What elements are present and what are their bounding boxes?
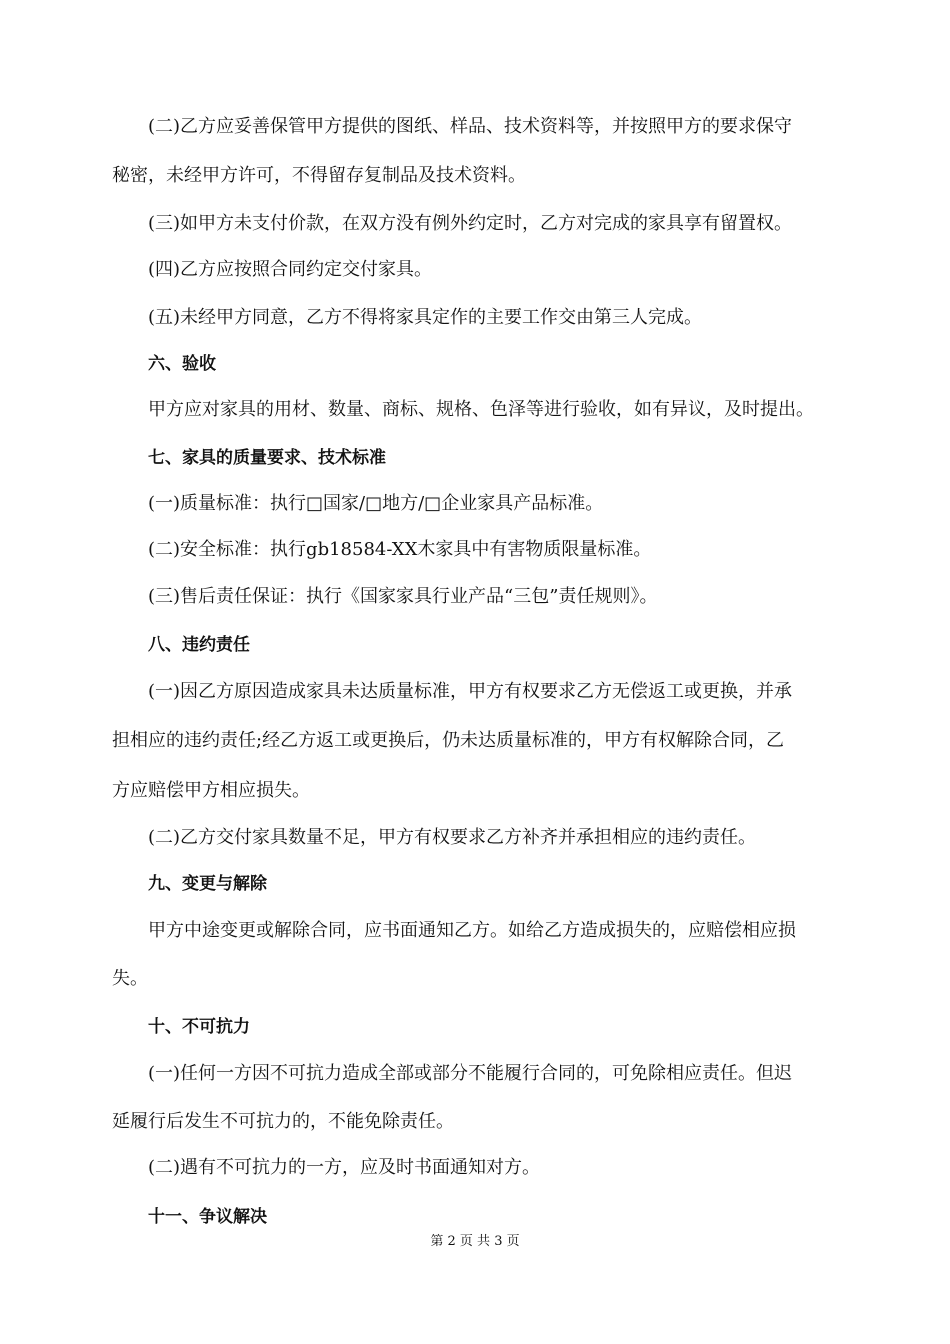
paragraph-line: 甲方中途变更或解除合同，应书面通知乙方。如给乙方造成损失的，应赔偿相应损 — [148, 920, 796, 941]
section-heading: 八、违约责任 — [148, 635, 250, 655]
section-heading: 十一、争议解决 — [148, 1207, 267, 1227]
paragraph-line: 延履行后发生不可抗力的，不能免除责任。 — [112, 1111, 454, 1132]
paragraph-line: (二)乙方应妥善保管甲方提供的图纸、样品、技术资料等，并按照甲方的要求保守 — [148, 116, 793, 137]
page-footer: 第 2 页 共 3 页 — [430, 1234, 520, 1249]
section-heading: 六、验收 — [148, 354, 216, 374]
section-heading: 十、不可抗力 — [148, 1017, 250, 1037]
paragraph-line: (三)售后责任保证：执行《国家家具行业产品“三包”责任规则》。 — [148, 586, 658, 607]
paragraph-line: 秘密，未经甲方许可，不得留存复制品及技术资料。 — [112, 165, 526, 186]
paragraph-line: (四)乙方应按照合同约定交付家具。 — [148, 259, 433, 280]
paragraph-line: (一)质量标准：执行□国家/□地方/□企业家具产品标准。 — [148, 493, 604, 514]
paragraph-line: (二)乙方交付家具数量不足，甲方有权要求乙方补齐并承担相应的违约责任。 — [148, 827, 757, 848]
paragraph-line: (一)因乙方原因造成家具未达质量标准，甲方有权要求乙方无偿返工或更换，并承 — [148, 681, 793, 702]
paragraph-line: (三)如甲方未支付价款，在双方没有例外约定时，乙方对完成的家具享有留置权。 — [148, 213, 793, 234]
paragraph-line: (二)遇有不可抗力的一方，应及时书面通知对方。 — [148, 1157, 541, 1178]
section-heading: 七、家具的质量要求、技术标准 — [148, 448, 386, 468]
paragraph-line: (二)安全标准：执行gb18584-XX木家具中有害物质限量标准。 — [148, 539, 652, 560]
paragraph-line: (五)未经甲方同意，乙方不得将家具定作的主要工作交由第三人完成。 — [148, 307, 703, 328]
paragraph-line: 担相应的违约责任;经乙方返工或更换后，仍未达质量标准的，甲方有权解除合同，乙 — [112, 730, 785, 751]
paragraph-line: 方应赔偿甲方相应损失。 — [112, 780, 310, 801]
paragraph-line: 失。 — [112, 968, 148, 989]
paragraph-line: 甲方应对家具的用材、数量、商标、规格、色泽等进行验收，如有异议，及时提出。 — [148, 399, 814, 420]
paragraph-line: (一)任何一方因不可抗力造成全部或部分不能履行合同的，可免除相应责任。但迟 — [148, 1063, 793, 1084]
section-heading: 九、变更与解除 — [148, 874, 267, 894]
